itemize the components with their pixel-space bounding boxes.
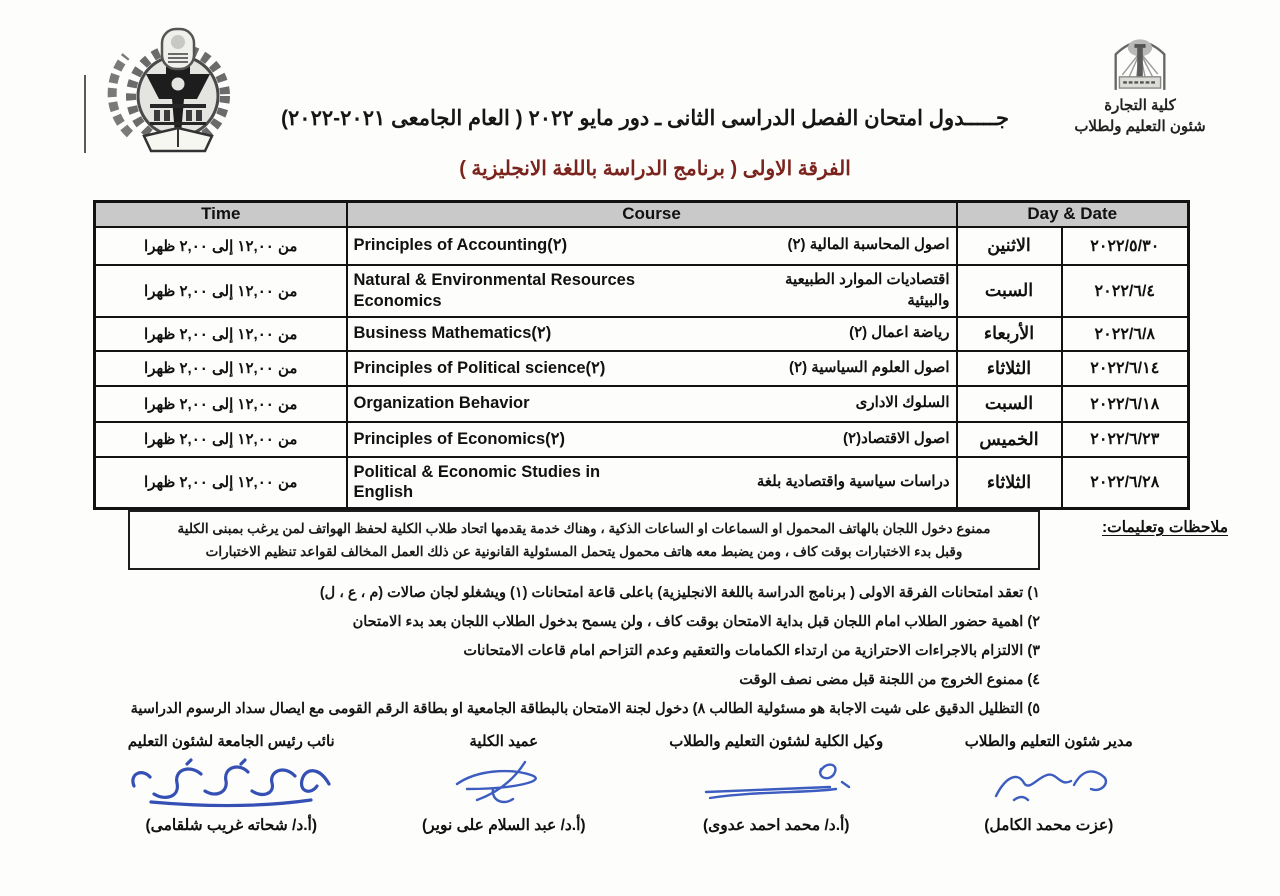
instruction-item: ١) تعقد امتحانات الفرقة الاولى ( برنامج الدراسة باللغة الانجليزية) باعلى قاعة امتحانات (١) ويشغلو لجان صالات (م ، ع ، ل) [319, 585, 1040, 601]
header-course: Course [347, 202, 957, 227]
instructions-list [93, 583, 1040, 728]
course-name-ar: اصول العلوم السياسية (٢) [789, 358, 950, 376]
course-name-en: Political & Economic Studies in English [353, 462, 601, 502]
exam-date: ٢٠٢٢/٦/٢٨ [1062, 457, 1189, 509]
signature-block-vice-dean [640, 732, 913, 835]
instruction-item: ٣) الالتزام بالاجراءات الاحترازية من ارتداء الكمامات والتعقيم وعدم التزاحم امام قاعات الامتحانات [463, 643, 1040, 659]
scan-artifact-line [84, 75, 86, 153]
signature-title: وكيل الكلية لشئون التعليم والطلاب [669, 733, 884, 750]
table-row [95, 265, 1189, 317]
table-row [95, 351, 1189, 386]
table-row [95, 317, 1189, 351]
signature-title: مدير شئون التعليم والطلاب [964, 733, 1133, 750]
exam-timetable [93, 200, 1190, 510]
signature-name: (عزت محمد الكامل) [984, 817, 1114, 834]
course-name-en: Principles of Political science(٢) [353, 358, 606, 377]
header-time: Time [95, 202, 347, 227]
signature-block-student-affairs-director [913, 732, 1186, 835]
university-header-block [1040, 28, 1240, 137]
exam-day: السبت [957, 386, 1062, 422]
signature-title: عميد الكلية [469, 733, 539, 750]
exam-time: من ١٢,٠٠ إلى ٢,٠٠ ظهرا [95, 386, 347, 422]
signature-title: نائب رئيس الجامعة لشئون التعليم [127, 733, 335, 750]
course-name-ar: اصول المحاسبة المالية (٢) [787, 236, 950, 254]
course-name-en: Organization Behavior [353, 394, 530, 413]
instruction-item: ٢) اهمية حضور الطلاب امام اللجان قبل بداية الامتحان بوقت كاف ، ولن يسمح بدخول الطلاب اللجان بعد بدء الامتحان [352, 614, 1040, 630]
exam-day: الاثنين [957, 227, 1062, 265]
table-row [95, 227, 1189, 265]
faculty-of-commerce-emblem-icon [100, 24, 240, 161]
course-name-ar: اصول الاقتصاد(٢) [843, 429, 950, 447]
table-header-row [95, 202, 1189, 227]
exam-time: من ١٢,٠٠ إلى ٢,٠٠ ظهرا [95, 317, 347, 351]
faculty-name: كلية التجارة [1104, 97, 1176, 114]
exam-day: الأربعاء [957, 317, 1062, 351]
exam-date: ٢٠٢٢/٦/١٤ [1062, 351, 1189, 386]
signature-block-vice-president [95, 732, 368, 835]
phones-warning-box [128, 510, 1040, 570]
exam-time: من ١٢,٠٠ إلى ٢,٠٠ ظهرا [95, 457, 347, 509]
handwritten-signature-icon [974, 756, 1124, 814]
exam-day: السبت [957, 265, 1062, 317]
course-name-en: Principles of Accounting(٢) [353, 236, 568, 255]
instruction-item: ٤) ممنوع الخروج من اللجنة قبل مضى نصف الوقت [739, 672, 1040, 688]
warning-line: وقبل بدء الاختبارات بوقت كاف ، ومن يضبط معه هاتف محمول يتحمل المسئولية القانونية عن ذلك العمل المخالف لقواعد تنظيم الاختبارات [205, 544, 963, 559]
exam-time: من ١٢,٠٠ إلى ٢,٠٠ ظهرا [95, 422, 347, 457]
warning-line: ممنوع دخول اللجان بالهاتف المحمول او السماعات او الساعات الذكية ، وهناك خدمة يقدمها اتحاد طلاب الكلية لحفظ الهواتف لمن يرغب بمبنى الكلية [177, 521, 991, 536]
document-subtitle: الفرقة الاولى ( برنامج الدراسة باللغة الانجليزية ) [459, 158, 851, 180]
exam-day: الثلاثاء [957, 457, 1062, 509]
course-name-ar: رياضة اعمال (٢) [849, 324, 950, 342]
signatures-section [95, 732, 1185, 835]
signature-name: (أ.د/ محمد احمد عدوى) [703, 817, 850, 834]
course-name-en: Principles of Economics(٢) [353, 429, 566, 448]
signature-block-dean [368, 732, 641, 835]
handwritten-signature-icon [429, 756, 579, 814]
exam-time: من ١٢,٠٠ إلى ٢,٠٠ ظهرا [95, 265, 347, 317]
course-name-ar: دراسات سياسية واقتصادية بلغة [756, 473, 950, 491]
handwritten-signature-icon [696, 756, 856, 814]
table-row [95, 386, 1189, 422]
notes-section-label: ملاحظات وتعليمات: [1102, 519, 1228, 536]
assiut-university-logo-icon [1111, 28, 1169, 92]
exam-date: ٢٠٢٢/٥/٣٠ [1062, 227, 1189, 265]
exam-time: من ١٢,٠٠ إلى ٢,٠٠ ظهرا [95, 227, 347, 265]
document-title: جـــــدول امتحان الفصل الدراسى الثانى ـ دور مايو ٢٠٢٢ ( العام الجامعى ٢٠٢١-٢٠٢٢) [281, 107, 1009, 130]
course-name-ar: السلوك الادارى [855, 394, 950, 412]
table-row [95, 422, 1189, 457]
header-day-date: Day & Date [957, 202, 1189, 227]
exam-time: من ١٢,٠٠ إلى ٢,٠٠ ظهرا [95, 351, 347, 386]
handwritten-signature-icon [121, 756, 341, 814]
exam-date: ٢٠٢٢/٦/٤ [1062, 265, 1189, 317]
department-name: شئون التعليم ولطلاب [1074, 118, 1206, 135]
course-name-en: Natural & Environmental Resources Economics [353, 270, 635, 310]
signature-name: (أ.د/ عبد السلام على نوير) [421, 817, 586, 834]
instruction-item: ٥) التظليل الدقيق على شيت الاجابة هو مسئولية الطالب ٨) دخول لجنة الامتحان بالبطاقة الجامعية او بطاقة الرقم القومى مع ايصال سداد الرسوم الدراسية [130, 701, 1040, 717]
exam-day: الثلاثاء [957, 351, 1062, 386]
signature-name: (أ.د/ شحاته غريب شلقامى) [145, 817, 317, 834]
course-name-ar: اقتصاديات الموارد الطبيعية والبيئية [785, 271, 950, 309]
table-row [95, 457, 1189, 509]
exam-date: ٢٠٢٢/٦/١٨ [1062, 386, 1189, 422]
exam-date: ٢٠٢٢/٦/٨ [1062, 317, 1189, 351]
exam-day: الخميس [957, 422, 1062, 457]
course-name-en: Business Mathematics(٢) [353, 324, 552, 343]
exam-date: ٢٠٢٢/٦/٢٣ [1062, 422, 1189, 457]
